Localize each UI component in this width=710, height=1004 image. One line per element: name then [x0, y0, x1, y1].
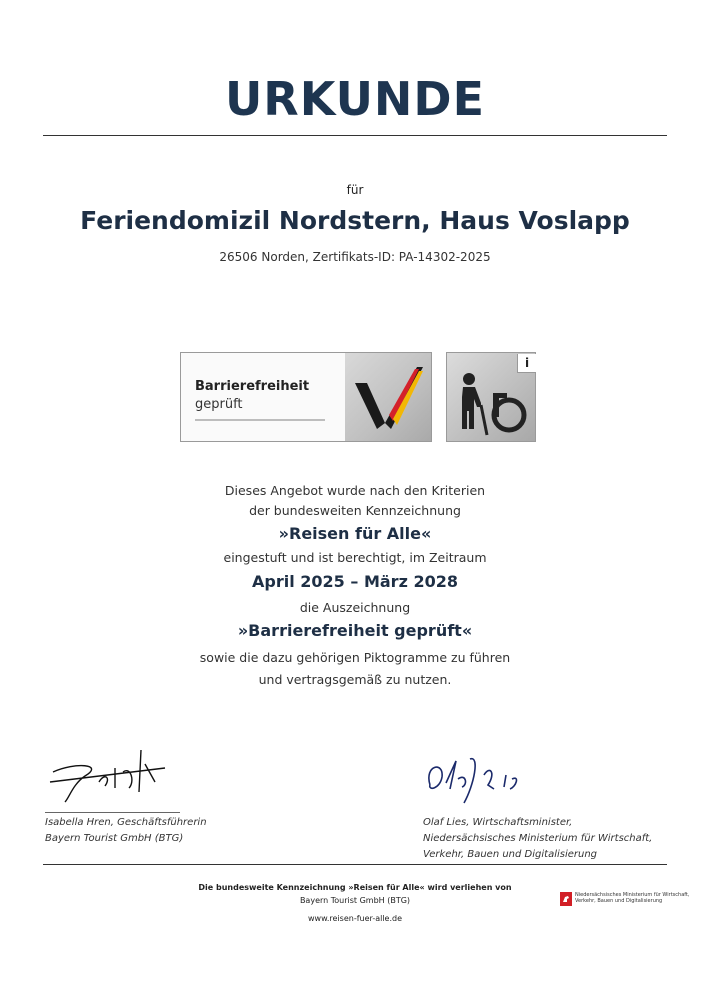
title-divider [43, 135, 667, 136]
info-icon: i [517, 354, 536, 373]
body-line5: sowie die dazu gehörigen Piktogramme zu führen [199, 650, 511, 665]
validity-period: April 2025 – März 2028 [252, 572, 458, 591]
signature-left-caption [45, 815, 207, 847]
signature-right-caption [423, 815, 652, 863]
signature-right-org2: Verkehr, Bauen und Digitalisierung [423, 849, 598, 860]
walking-aid-wheelchair-icon [447, 353, 535, 441]
footer-divider [43, 864, 667, 865]
body-line2: der bundesweiten Kennzeichnung [249, 503, 461, 518]
label-barrierefreiheit-geprueft: »Barrierefreiheit geprüft« [237, 621, 473, 640]
signature-right [420, 745, 540, 815]
recipient-address: 26506 Norden, Zertifikats-ID: PA-14302-2025 [219, 250, 491, 264]
footer-line2: Bayern Tourist GmbH (BTG) [299, 896, 411, 905]
footer-url[interactable]: www.reisen-fuer-alle.de [307, 914, 403, 923]
badge-line2: geprüft [195, 397, 243, 412]
body-line3: eingestuft und ist berechtigt, im Zeitraum [223, 550, 487, 565]
signature-right-name: Olaf Lies, Wirtschaftsminister, [423, 817, 573, 828]
label-reisen-fuer-alle: »Reisen für Alle« [278, 524, 432, 543]
signature-left-org: Bayern Tourist GmbH (BTG) [45, 833, 184, 844]
ministry-logo-line1: Niedersächsisches Ministerium für Wirtschaft, [575, 892, 690, 898]
ministry-logo-line2: Verkehr, Bauen und Digitalisierung [575, 898, 663, 904]
page-title: URKUNDE [224, 72, 486, 126]
badge-logo-panel [345, 353, 431, 441]
body-line6: und vertragsgemäß zu nutzen. [258, 672, 452, 687]
recipient-prefix: für [346, 183, 364, 197]
accessibility-pictogram [446, 352, 536, 442]
badge-line1: Barrierefreiheit [195, 379, 310, 394]
lower-saxony-horse-icon [560, 892, 572, 906]
signature-left-name: Isabella Hren, Geschäftsführerin [45, 817, 207, 828]
body-line1: Dieses Angebot wurde nach den Kriterien [224, 483, 486, 498]
badge-underline [195, 419, 325, 421]
ministry-logo [560, 890, 700, 910]
signature-left-line [45, 812, 180, 813]
footer-line1: Die bundesweite Kennzeichnung »Reisen für Alle« wird verliehen von [198, 883, 512, 892]
signature-right-org1: Niedersächsisches Ministerium für Wirtschaft, [423, 833, 653, 844]
recipient-name: Feriendomizil Nordstern, Haus Voslapp [80, 206, 630, 235]
check-mark-icon [345, 353, 431, 441]
barrierefreiheit-badge [180, 352, 432, 442]
signature-left [45, 742, 185, 812]
body-line4: die Auszeichnung [299, 600, 411, 615]
